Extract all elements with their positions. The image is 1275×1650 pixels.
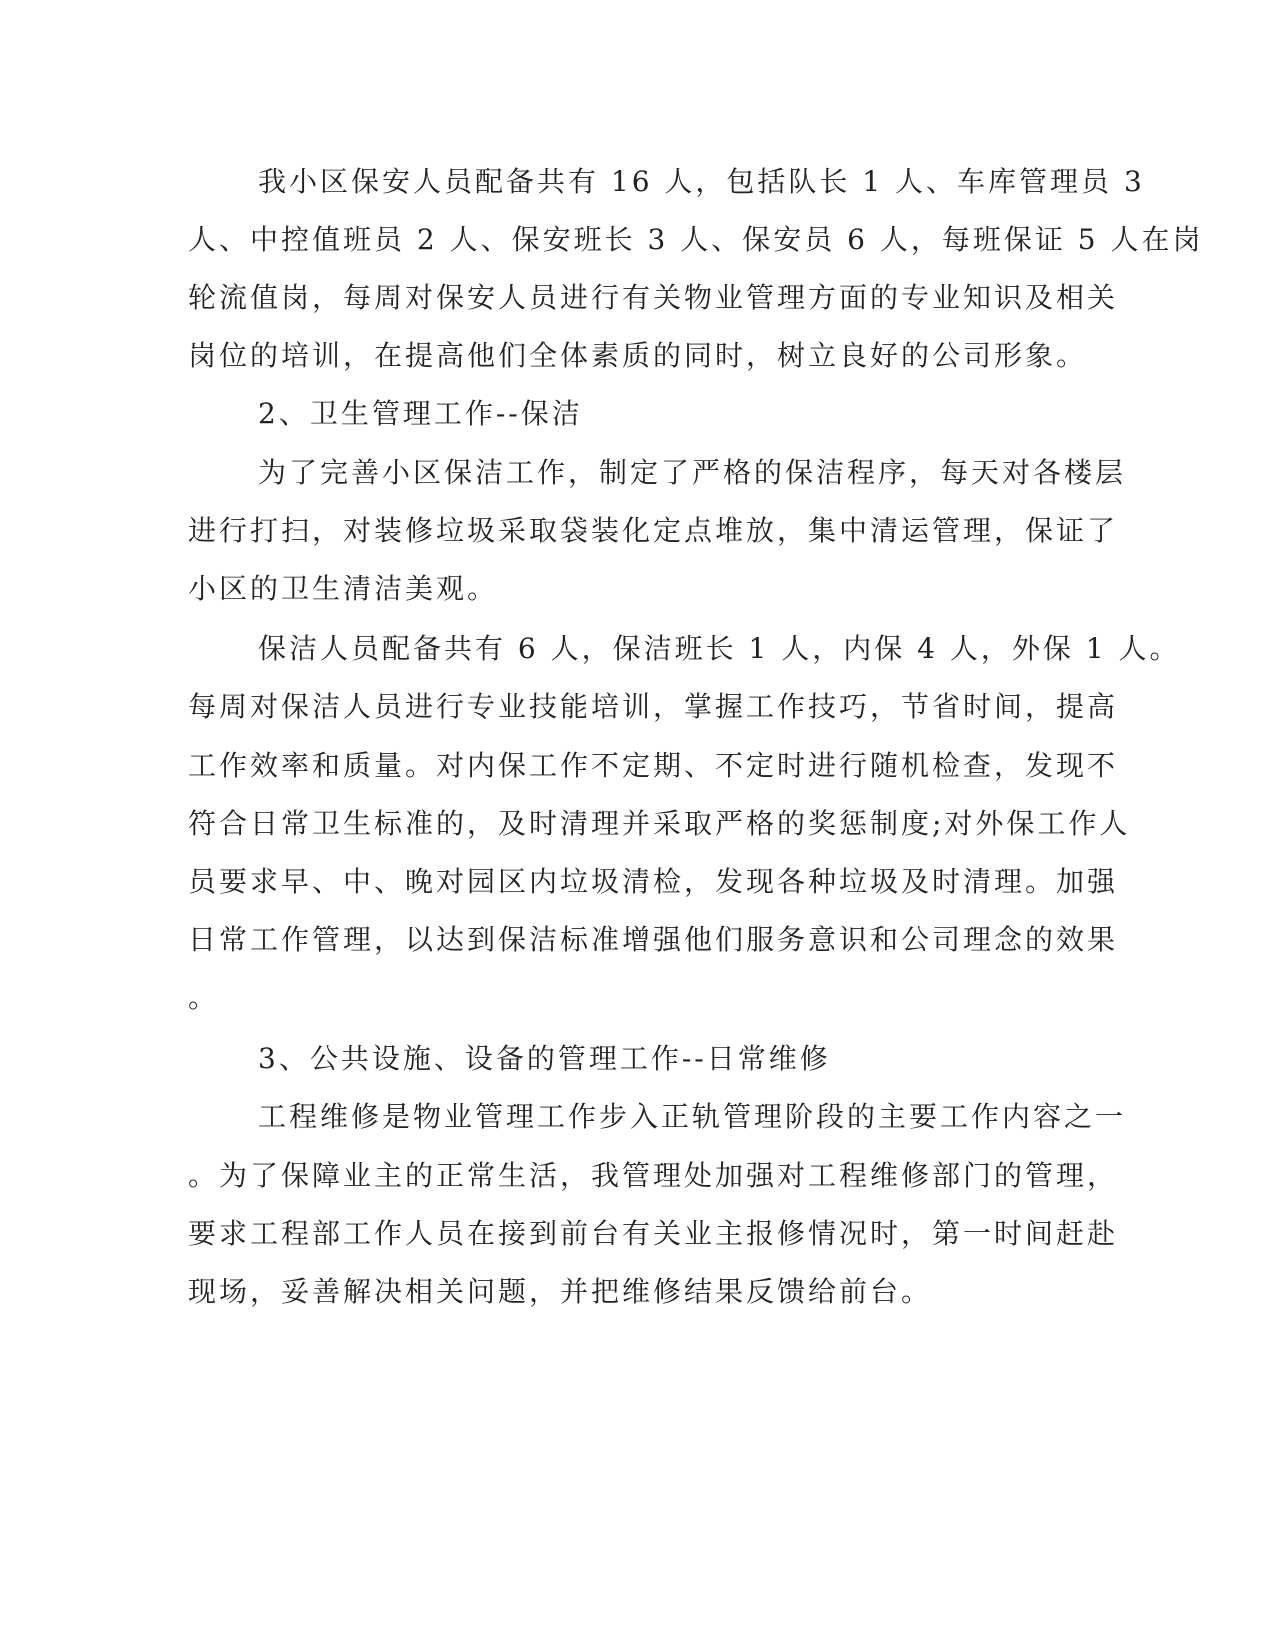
paragraph-security-line-2: 人、中控值班员 2 人、保安班长 3 人、保安员 6 人，每班保证 5 人在岗: [188, 223, 1204, 256]
paragraph-staff-line-1: 保洁人员配备共有 6 人，保洁班长 1 人，内保 4 人，外保 1 人。: [258, 632, 1181, 665]
paragraph-security-line-1: 我小区保安人员配备共有 16 人，包括队长 1 人、车库管理员 3: [258, 165, 1145, 198]
paragraph-maintenance-line-2: 。为了保障业主的正常生活，我管理处加强对工程维修部门的管理，: [188, 1159, 1119, 1192]
paragraph-cleaning-line-2: 进行打扫，对装修垃圾采取袋装化定点堆放，集中清运管理，保证了: [188, 514, 1119, 547]
paragraph-staff-line-2: 每周对保洁人员进行专业技能培训，掌握工作技巧，节省时间，提高: [188, 690, 1119, 723]
paragraph-maintenance-line-4: 现场，妥善解决相关问题，并把维修结果反馈给前台。: [188, 1275, 933, 1308]
paragraph-staff-line-3: 工作效率和质量。对内保工作不定期、不定时进行随机检查，发现不: [188, 749, 1119, 782]
section-heading-hygiene: 2、卫生管理工作--保洁: [258, 397, 583, 430]
paragraph-staff-line-5: 员要求早、中、晚对园区内垃圾清检，发现各种垃圾及时清理。加强: [188, 865, 1119, 898]
section-heading-maintenance: 3、公共设施、设备的管理工作--日常维修: [258, 1042, 831, 1075]
paragraph-security-line-4: 岗位的培训，在提高他们全体素质的同时，树立良好的公司形象。: [188, 339, 1088, 372]
paragraph-staff-line-4: 符合日常卫生标准的，及时清理并采取严格的奖惩制度;对外保工作人: [188, 807, 1131, 840]
paragraph-staff-line-7: 。: [188, 981, 220, 1014]
paragraph-maintenance-line-1: 工程维修是物业管理工作步入正轨管理阶段的主要工作内容之一: [258, 1100, 1127, 1133]
paragraph-security-line-3: 轮流值岗，每周对保安人员进行有关物业管理方面的专业知识及相关: [188, 281, 1119, 314]
paragraph-maintenance-line-3: 要求工程部工作人员在接到前台有关业主报修情况时，第一时间赶赴: [188, 1217, 1119, 1250]
paragraph-cleaning-line-3: 小区的卫生清洁美观。: [188, 572, 499, 605]
paragraph-cleaning-line-1: 为了完善小区保洁工作，制定了严格的保洁程序，每天对各楼层: [258, 456, 1127, 489]
paragraph-staff-line-6: 日常工作管理，以达到保洁标准增强他们服务意识和公司理念的效果: [188, 923, 1119, 956]
